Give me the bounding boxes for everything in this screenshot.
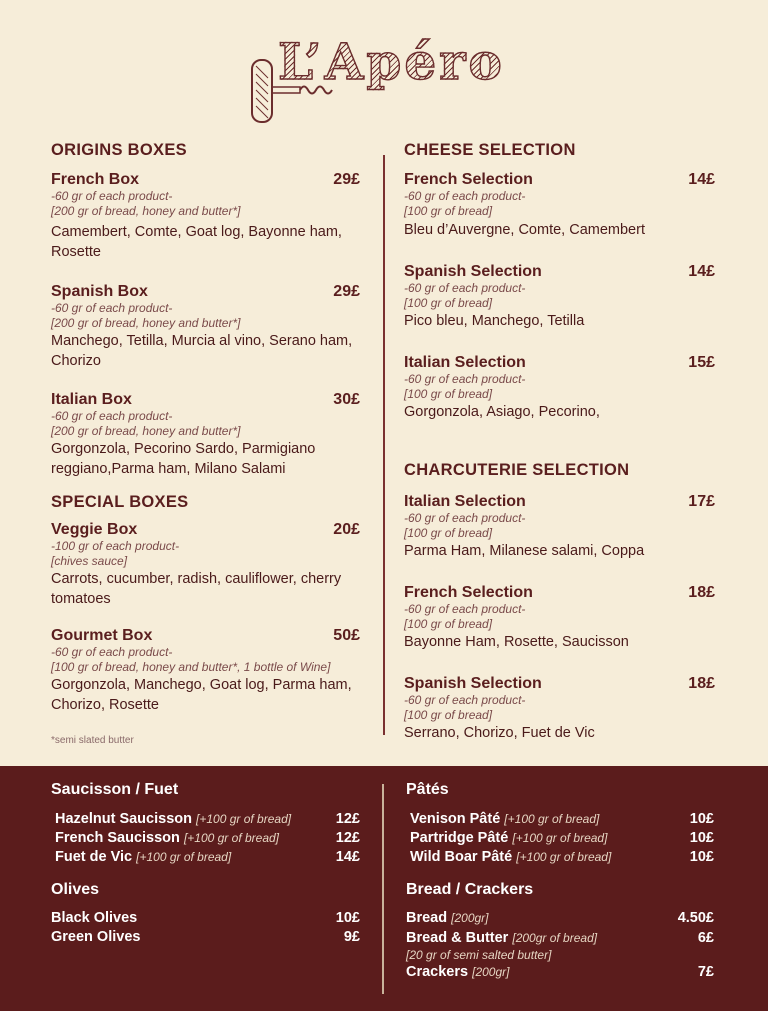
item-note: [200gr] [472, 965, 510, 979]
item-note: -60 gr of each product- [404, 693, 526, 707]
item-price: 6£ [697, 930, 714, 946]
item-name: Italian Box [51, 391, 132, 408]
item-name: Black Olives [51, 910, 138, 926]
item-note: -100 gr of each product- [51, 539, 180, 553]
item-note: -60 gr of each product- [51, 645, 173, 659]
logo [248, 30, 538, 126]
item-note: [+100 gr of bread] [512, 831, 608, 845]
item-note: -60 gr of each product- [404, 189, 526, 203]
item-note: [100 gr of bread] [404, 204, 493, 218]
item-price: 20£ [333, 521, 360, 538]
item-note: [+100 gr of bread] [516, 850, 612, 864]
list-item [406, 963, 714, 982]
item-price: 12£ [335, 811, 360, 827]
item-price: 29£ [333, 283, 360, 300]
list-item [55, 829, 360, 848]
item-note: [200 gr of bread, honey and butter*] [51, 204, 241, 218]
item-note: [100 gr of bread] [404, 617, 493, 631]
item-name: Crackers [406, 964, 469, 980]
menu-item [404, 263, 715, 331]
item-name: Bread [406, 910, 448, 926]
item-price: 18£ [688, 675, 715, 692]
item-name: Green Olives [51, 929, 141, 945]
item-name: Fuet de Vic [55, 849, 133, 865]
menu-item [404, 171, 715, 240]
list-item [406, 909, 714, 928]
menu-item [51, 391, 360, 479]
item-price: 10£ [689, 811, 714, 827]
item-note: [+100 gr of bread] [136, 850, 232, 864]
item-price: 10£ [335, 910, 360, 926]
item-name: French Saucisson [55, 830, 180, 846]
item-name: Spanish Selection [404, 675, 542, 692]
item-description: Manchego, Tetilla, Murcia al vino, Serano ham, Chorizo [51, 333, 353, 369]
column-divider [383, 155, 385, 735]
item-note: [100 gr of bread] [404, 526, 493, 540]
logo-title: L’Apéro [278, 32, 505, 91]
menu-item [404, 584, 715, 652]
section-title-olives: Olives [51, 881, 100, 898]
item-price: 12£ [335, 830, 360, 846]
item-note: [100 gr of bread] [404, 296, 493, 310]
item-price: 17£ [688, 493, 715, 510]
item-price: 50£ [333, 627, 360, 644]
item-name: Venison Pâté [410, 811, 501, 827]
item-price: 10£ [689, 849, 714, 865]
item-name: Italian Selection [404, 493, 526, 510]
menu-item [404, 493, 715, 561]
item-description: Serrano, Chorizo, Fuet de Vic [404, 725, 595, 741]
menu-top [0, 135, 768, 765]
list-item [410, 848, 714, 867]
item-description: Camembert, Comte, Goat log, Bayonne ham, Rosette [51, 224, 342, 260]
item-note: [100 gr of bread, honey and butter*, 1 bottle of Wine] [51, 660, 331, 674]
item-name: Gourmet Box [51, 627, 153, 644]
item-note: [chives sauce] [51, 554, 128, 568]
item-description: Gorgonzola, Pecorino Sardo, Parmigiano reggiano,Parma ham, Milano Salami [51, 441, 316, 477]
item-note: [20 gr of semi salted butter] [406, 948, 552, 962]
list-item [55, 848, 360, 867]
item-note: [100 gr of bread] [404, 708, 493, 722]
item-note: [200gr] [451, 911, 489, 925]
item-name: Partridge Pâté [410, 830, 509, 846]
item-name: Spanish Box [51, 283, 148, 300]
section-title-cheese: CHEESE SELECTION [404, 141, 576, 159]
item-name: Veggie Box [51, 521, 138, 538]
section-title-charcuterie: CHARCUTERIE SELECTION [404, 461, 630, 479]
menu-item [51, 283, 360, 371]
item-description: Parma Ham, Milanese salami, Coppa [404, 543, 645, 559]
item-name: French Selection [404, 584, 533, 601]
item-note: [200gr of bread] [512, 931, 598, 945]
item-price: 14£ [335, 849, 360, 865]
menu-item [404, 354, 715, 422]
section-title-pates: Pâtés [406, 781, 449, 798]
item-name: Wild Boar Pâté [410, 849, 513, 865]
item-price: 14£ [688, 263, 715, 280]
section-title-bread: Bread / Crackers [406, 881, 534, 898]
item-description: Bleu d’Auvergne, Comte, Camembert [404, 222, 645, 238]
menu-item [51, 171, 360, 262]
item-note: -60 gr of each product- [51, 189, 173, 203]
menu-item [51, 521, 360, 609]
item-description: Carrots, cucumber, radish, cauliflower, cherry tomatoes [51, 571, 342, 607]
list-item [51, 909, 360, 928]
item-note: [200 gr of bread, honey and butter*] [51, 316, 241, 330]
menu-bottom-band [0, 766, 768, 1011]
item-price: 15£ [688, 354, 715, 371]
list-item [410, 810, 714, 829]
item-note: [+100 gr of bread] [196, 812, 292, 826]
item-description: Gorgonzola, Manchego, Goat log, Parma ham, Chorizo, Rosette [51, 677, 352, 713]
item-description: Pico bleu, Manchego, Tetilla [404, 313, 585, 329]
bottom-column-divider [382, 784, 384, 994]
item-price: 14£ [688, 171, 715, 188]
item-note: -60 gr of each product- [51, 409, 173, 423]
item-name: Spanish Selection [404, 263, 542, 280]
list-item [51, 928, 360, 947]
list-item [406, 929, 714, 948]
header [0, 28, 768, 128]
item-note: [200 gr of bread, honey and butter*] [51, 424, 241, 438]
item-price: 10£ [689, 830, 714, 846]
list-item [410, 829, 714, 848]
item-price: 9£ [343, 929, 360, 945]
item-note: [+100 gr of bread] [183, 831, 280, 845]
section-title-special: SPECIAL BOXES [51, 493, 189, 511]
item-description: Gorgonzola, Asiago, Pecorino, [404, 404, 600, 420]
item-note: -60 gr of each product- [51, 301, 173, 315]
item-note: -60 gr of each product- [404, 281, 526, 295]
item-price: 7£ [697, 964, 714, 980]
item-name: French Selection [404, 171, 533, 188]
item-note: [100 gr of bread] [404, 387, 493, 401]
item-note: -60 gr of each product- [404, 372, 526, 386]
item-name: Bread & Butter [406, 930, 509, 946]
menu-item [404, 675, 715, 743]
item-price: 30£ [333, 391, 360, 408]
section-title-origins: ORIGINS BOXES [51, 141, 187, 159]
item-name: Italian Selection [404, 354, 526, 371]
list-item [55, 810, 360, 829]
item-price: 29£ [333, 171, 360, 188]
item-name: French Box [51, 171, 140, 188]
item-price: 4.50£ [677, 910, 714, 926]
item-price: 18£ [688, 584, 715, 601]
item-note: -60 gr of each product- [404, 602, 526, 616]
item-note: [+100 gr of bread] [504, 812, 600, 826]
section-title-saucisson: Saucisson / Fuet [51, 781, 179, 798]
item-name: Hazelnut Saucisson [55, 811, 192, 827]
footnote: *semi slated butter [51, 735, 134, 746]
item-note: -60 gr of each product- [404, 511, 526, 525]
item-description: Bayonne Ham, Rosette, Saucisson [404, 634, 629, 650]
menu-item [51, 627, 360, 715]
